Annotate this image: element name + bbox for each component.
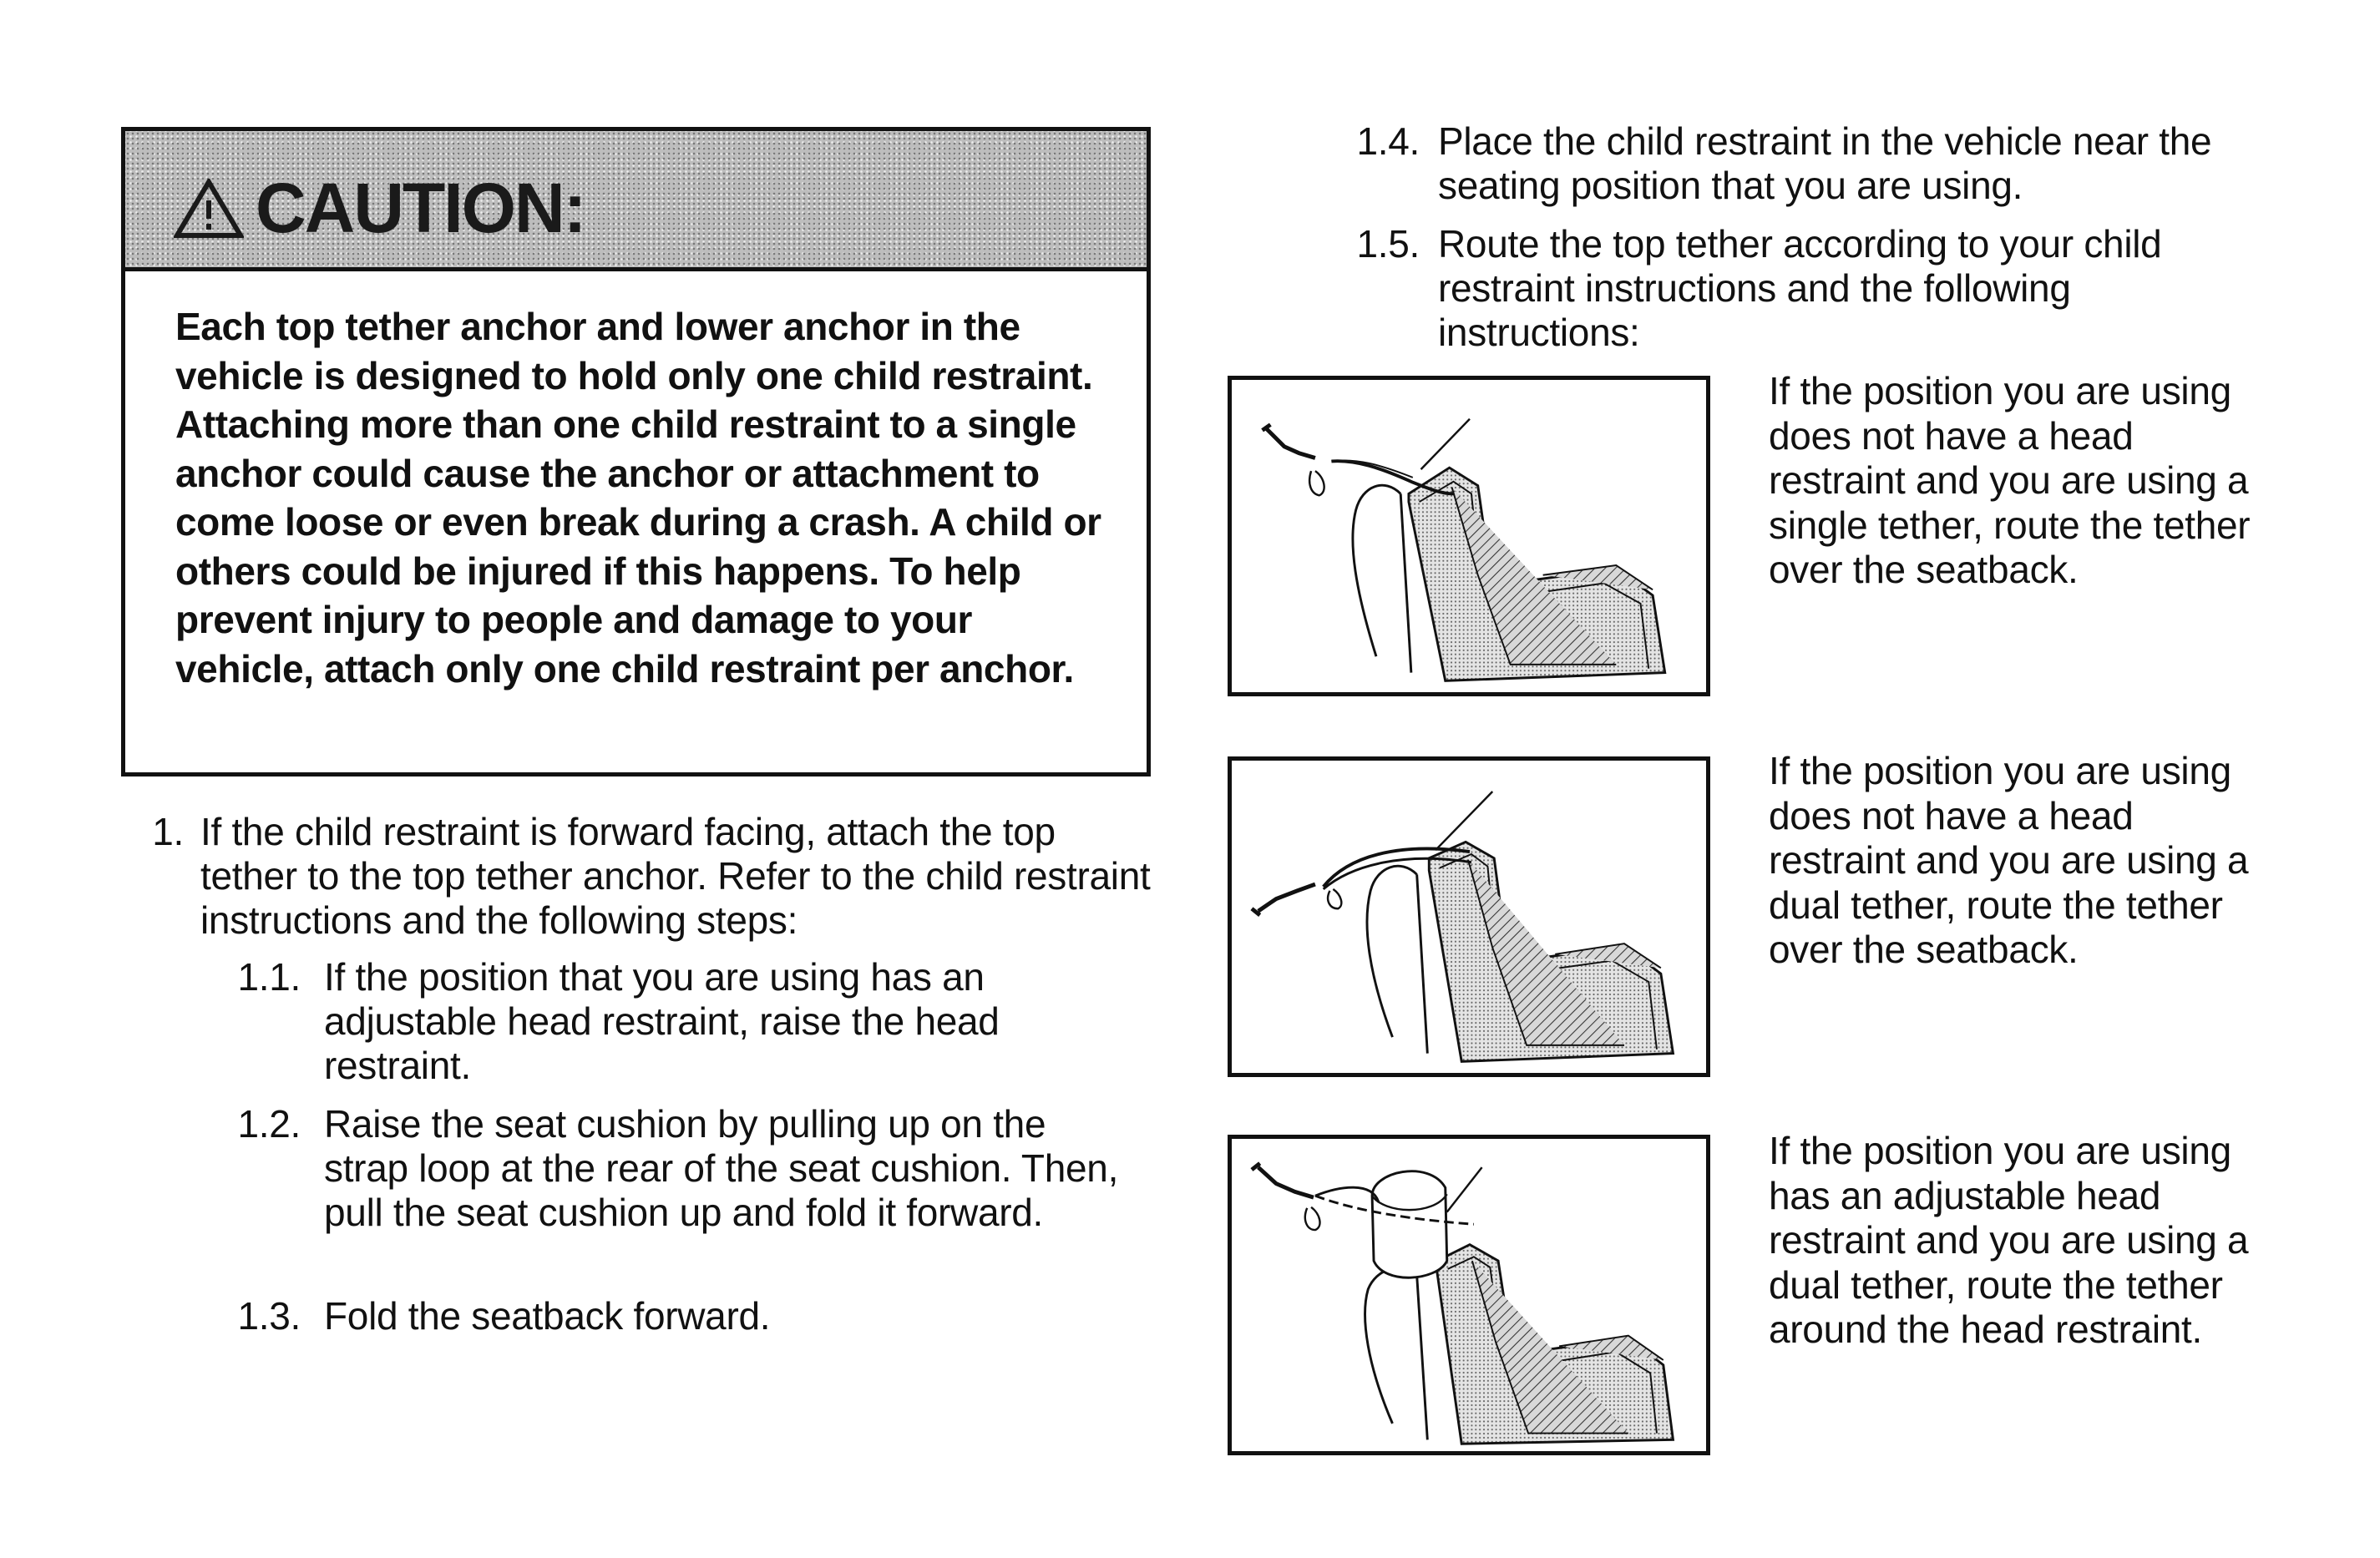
step-text: Raise the seat cushion by pulling up on the strap loop at the rear of the seat cushion. Then, pull the seat cushion up and fold it forward. <box>324 1102 1119 1234</box>
step-text: If the child restraint is forward facing, attach the top tether to the top tether anchor. Refer to the child restraint instructions and the following steps: <box>200 810 1151 942</box>
step-number: 1.5. <box>1356 222 1420 266</box>
figure-single-tether-over-seatback <box>1228 376 1710 696</box>
step-text: Route the top tether according to your child restraint instructions and the following instructions: <box>1438 222 2162 354</box>
figure-caption-1: If the position you are using does not have a head restraint and you are using a single tether, route the tether over the seatback. <box>1769 369 2251 591</box>
step-text: Place the child restraint in the vehicle near the seating position that you are using. <box>1438 119 2212 207</box>
step-number: 1.3. <box>237 1294 301 1338</box>
step-number: 1.2. <box>237 1102 301 1146</box>
seat-illustration <box>1232 380 1706 692</box>
step-number: 1. <box>152 810 184 853</box>
step-number: 1.4. <box>1356 119 1420 163</box>
caution-body: Each top tether anchor and lower anchor in the vehicle is designed to hold only one child restraint. Attaching more than one child restraint to a single anchor could cause the anchor or attachment to come loose or even break during a crash. A child or others could be injured if this happens. To help prevent injury to people and damage to your vehicle, attach only one child restraint per anchor. <box>175 305 1101 690</box>
step-text: If the position that you are using has an adjustable head restraint, raise the head restraint. <box>324 955 1000 1087</box>
figure-dual-tether-over-seatback <box>1228 756 1710 1077</box>
caution-box <box>121 127 1151 776</box>
figure-dual-tether-around-head-restraint <box>1228 1135 1710 1455</box>
figure-caption-3: If the position you are using has an adjustable head restraint and you are using a dual tether, route the tether around the head restraint. <box>1769 1129 2249 1351</box>
caution-header <box>125 131 1147 271</box>
caution-title <box>174 168 585 249</box>
step-number: 1.1. <box>237 955 301 999</box>
figure-caption-2: If the position you are using does not have a head restraint and you are using a dual tether, route the tether over the seatback. <box>1769 749 2249 971</box>
warning-triangle-icon <box>174 179 244 239</box>
step-text: Fold the seatback forward. <box>324 1294 771 1338</box>
seat-illustration <box>1232 761 1706 1073</box>
seat-illustration <box>1232 1139 1706 1451</box>
caution-title-text: CAUTION: <box>256 169 585 247</box>
